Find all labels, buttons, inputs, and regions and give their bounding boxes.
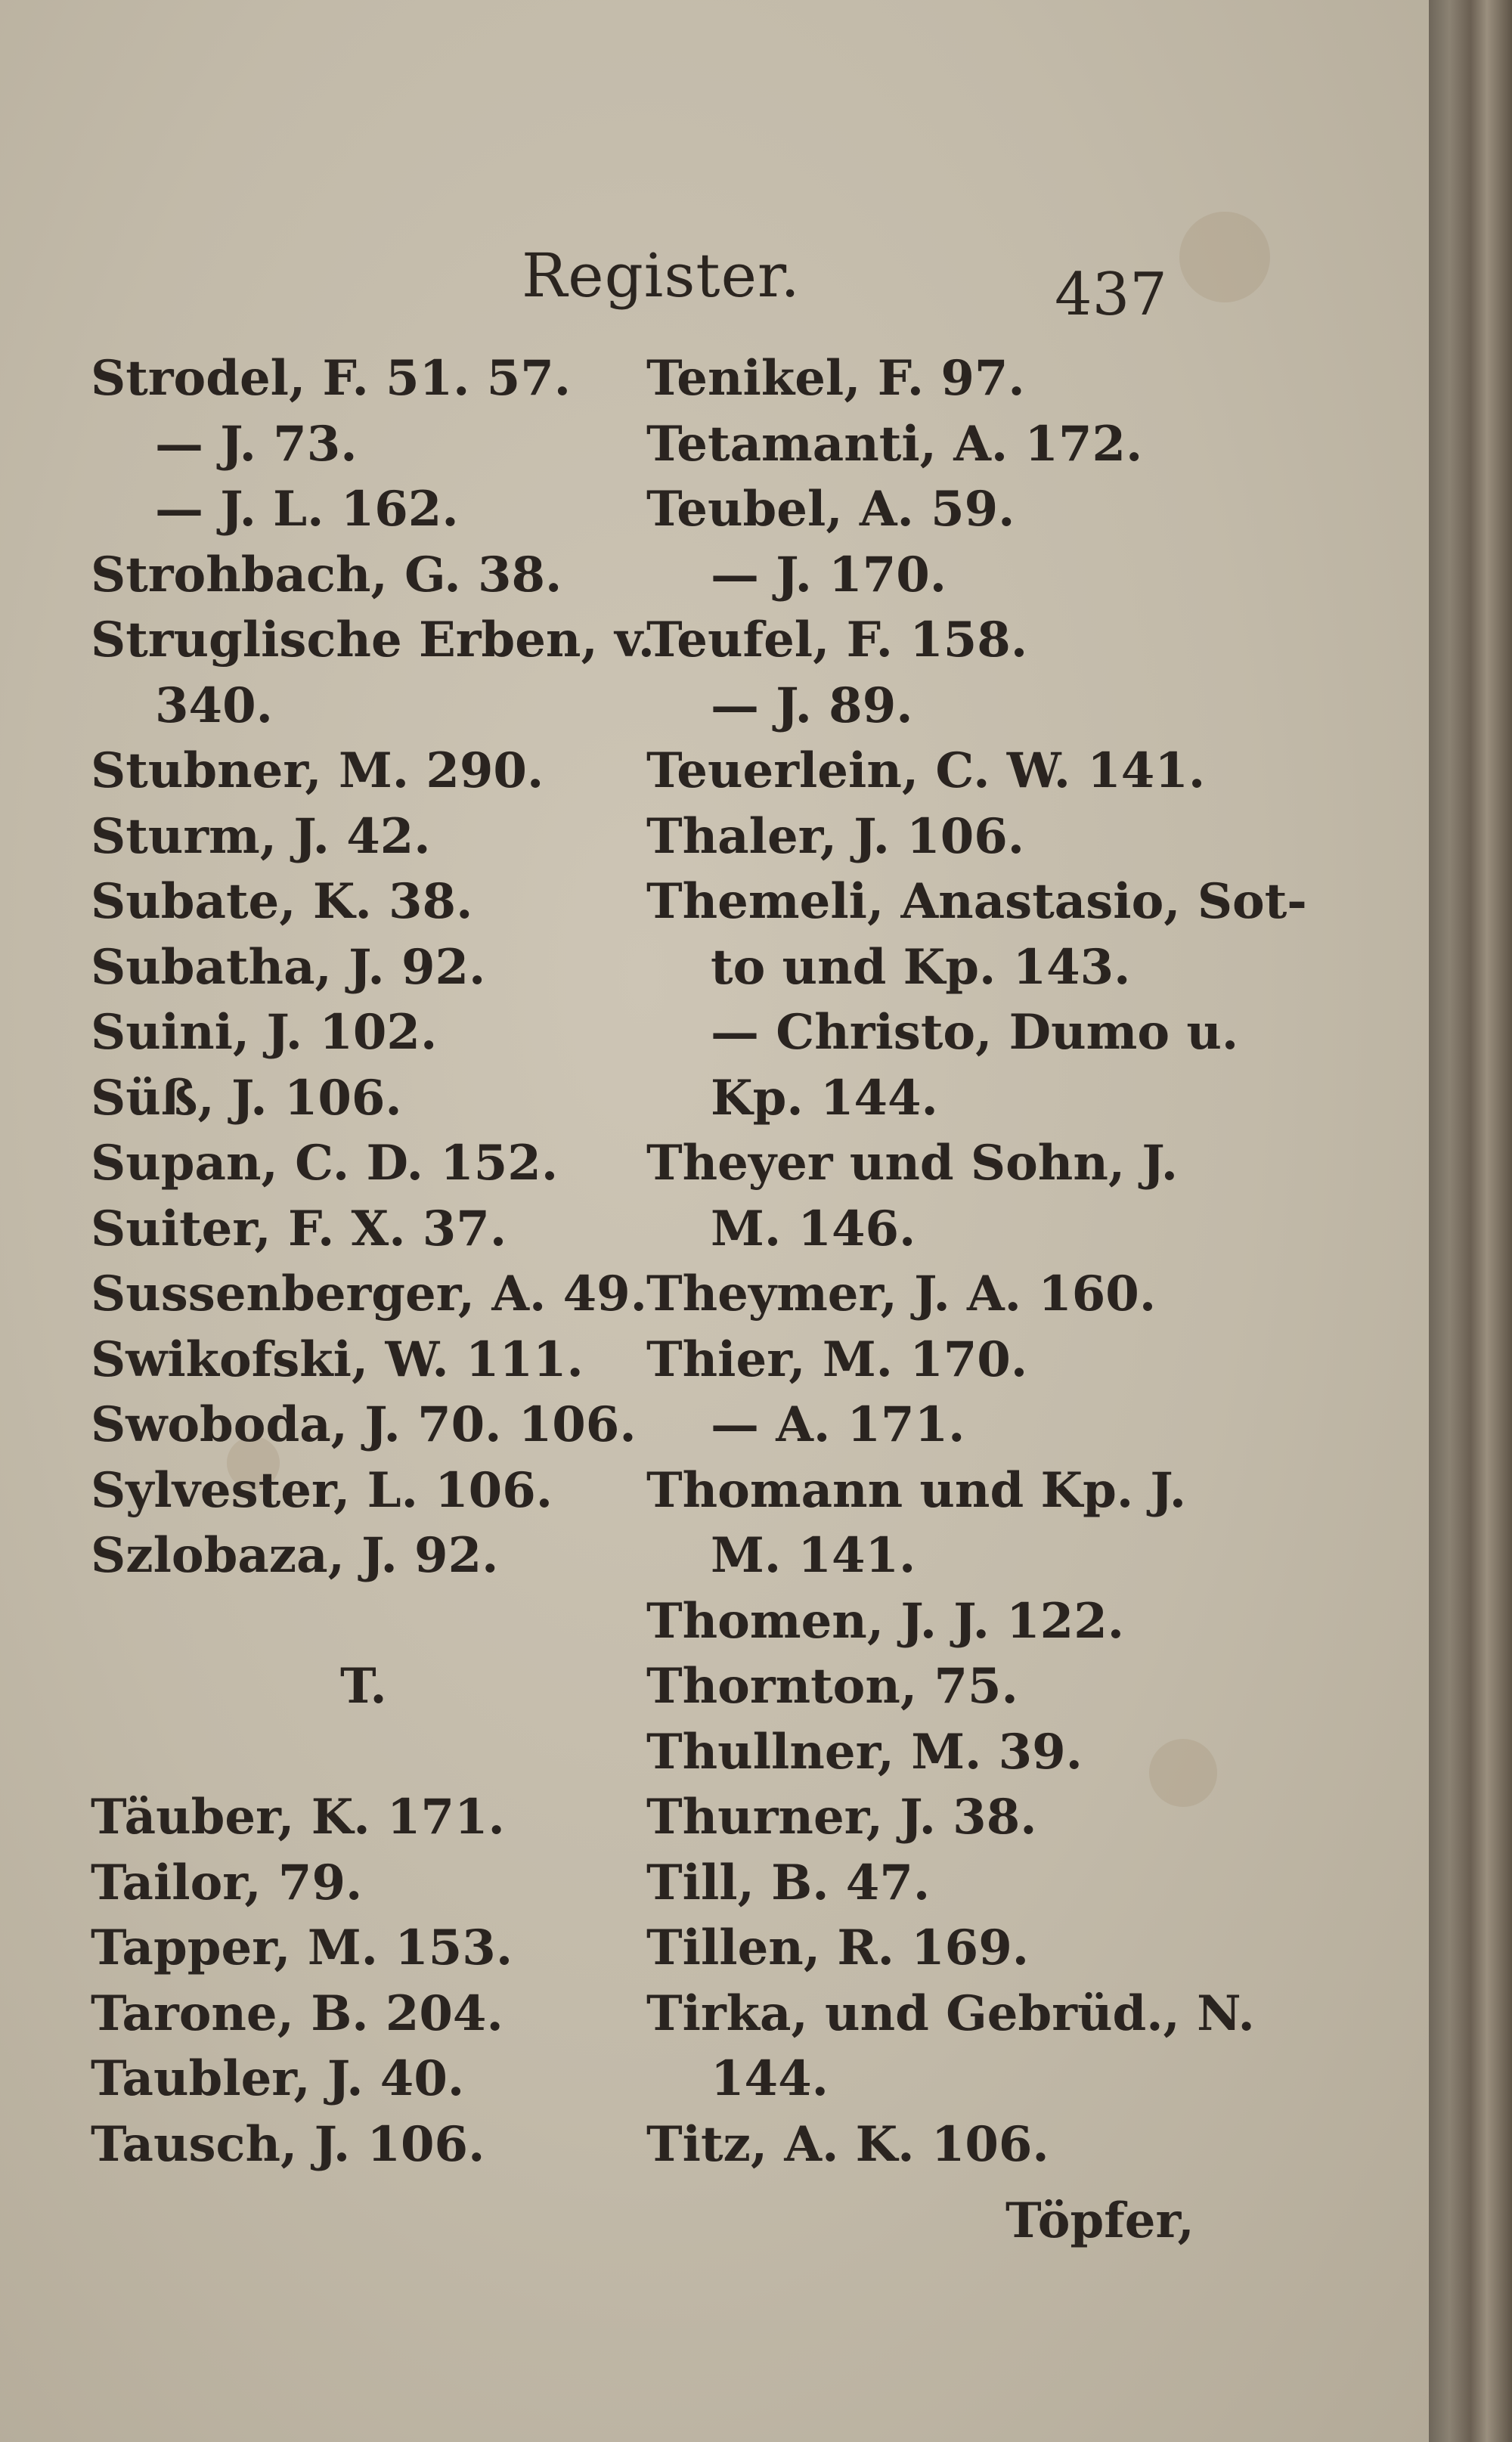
blank-line [91,1589,635,1655]
index-entry: Swikofski, W. 111. [91,1331,584,1388]
index-entry: Theymer, J. A. 160. [646,1266,1157,1322]
index-entry: Sussenberger, A. 49. [91,1266,647,1322]
index-entry: Süß, J. 106. [91,1069,402,1126]
index-entry: 144. [711,2050,829,2107]
index-entry: Teubel, A. 59. [646,481,1015,538]
paper-stain [1179,212,1270,302]
index-entry: M. 141. [711,1527,916,1584]
index-entry: Thomann und Kp. J. [646,1461,1186,1519]
index-entry: Tarone, B. 204. [91,1985,503,2042]
index-entry: Titz, A. K. 106. [646,2115,1049,2173]
index-entry: Stubner, M. 290. [91,742,544,799]
index-entry: Teufel, F. 158. [646,612,1028,668]
index-entry: Tausch, J. 106. [91,2115,485,2173]
page-title: Register. [522,240,801,311]
blank-line [91,1720,635,1786]
index-entry: Strodel, F. 51. 57. [91,350,572,407]
index-entry: Tetamanti, A. 172. [646,415,1143,473]
index-entry: Teuerlein, C. W. 141. [646,742,1206,799]
index-entry: to und Kp. 143. [711,938,1131,996]
index-entry: — A. 171. [711,1396,965,1453]
index-entry: Thornton, 75. [646,1658,1018,1715]
index-entry: Themeli, Anastasio, Sot- [646,873,1307,930]
index-entry: — J. 89. [711,677,913,734]
index-entry: Suiter, F. X. 37. [91,1200,507,1257]
index-entry: 340. [155,677,273,734]
index-entry: — J. 170. [711,546,947,603]
index-entry: Taubler, J. 40. [91,2050,465,2107]
book-spine [1429,0,1512,2442]
catchword: Töpfer, [1005,2193,1194,2249]
index-entry: Subate, K. 38. [91,873,473,930]
index-entry: Swoboda, J. 70. 106. [91,1396,637,1453]
index-entry: Kp. 144. [711,1069,938,1126]
index-entry: Till, B. 47. [646,1854,931,1911]
index-entry: Tapper, M. 153. [91,1920,513,1976]
index-entry: Tillen, R. 169. [646,1920,1029,1976]
index-entry: Tirka, und Gebrüd., N. [646,1985,1255,2042]
index-entry: Struglische Erben, v. [91,612,655,668]
index-entry: Sturm, J. 42. [91,807,431,865]
index-entry: M. 146. [711,1200,916,1257]
index-entry: Theyer und Sohn, J. [646,1135,1178,1192]
index-entry: Täuber, K. 171. [91,1789,505,1845]
index-entry: Sylvester, L. 106. [91,1461,553,1519]
index-entry: Thaler, J. 106. [646,807,1025,865]
index-entry: Tenikel, F. 97. [646,350,1025,407]
index-entry: Thullner, M. 39. [646,1723,1083,1780]
left-column [91,346,655,2177]
index-entry: Strohbach, G. 38. [91,546,562,603]
section-letter-heading: T. [340,1658,387,1715]
index-entry: Szlobaza, J. 92. [91,1527,499,1584]
index-entry: Thomen, J. J. 122. [646,1592,1124,1650]
index-entry: Tailor, 79. [91,1854,363,1911]
right-column [646,346,1307,2177]
index-entry: Supan, C. D. 152. [91,1135,559,1192]
index-entry: — J. L. 162. [155,481,459,538]
index-entry: Suini, J. 102. [91,1004,438,1061]
index-entry: Subatha, J. 92. [91,938,486,996]
page-number: 437 [1055,261,1167,329]
index-entry: Thurner, J. 38. [646,1789,1037,1845]
index-entry: — J. 73. [155,415,358,473]
index-entry: Thier, M. 170. [646,1331,1028,1388]
index-entry: — Christo, Dumo u. [711,1004,1239,1061]
